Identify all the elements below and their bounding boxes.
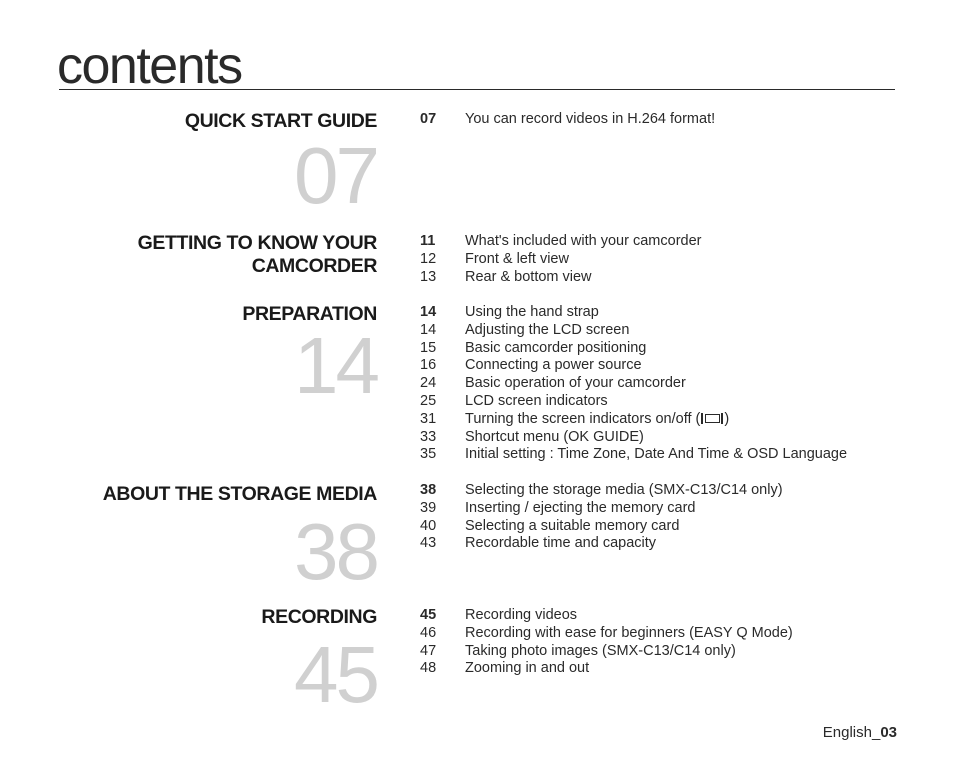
toc-entry[interactable] xyxy=(420,500,783,518)
entry-text: Turning the screen indicators on/off ( xyxy=(465,410,701,427)
entry-page: 33 xyxy=(420,428,437,445)
section-title: GETTING TO KNOW YOUR CAMCORDER xyxy=(137,232,377,277)
entry-text: Taking photo images (SMX-C13/C14 only) xyxy=(465,642,736,659)
toc-entry[interactable] xyxy=(420,340,847,358)
entry-text: Initial setting : Time Zone, Date And Time & OSD Language xyxy=(465,446,848,463)
toc-entry[interactable] xyxy=(420,446,847,464)
entry-page: 48 xyxy=(420,660,437,677)
title-rule xyxy=(59,89,895,90)
toc-entry[interactable] xyxy=(420,233,701,251)
toc-entry[interactable] xyxy=(420,393,847,411)
entry-text: Inserting / ejecting the memory card xyxy=(465,499,696,516)
entry-text: What's included with your camcorder xyxy=(465,233,702,249)
entry-text: Basic camcorder positioning xyxy=(465,339,647,356)
entry-page: 31 xyxy=(420,410,437,427)
section-number: 38 xyxy=(294,507,377,596)
toc-entry[interactable] xyxy=(420,535,783,553)
toc-entry[interactable] xyxy=(420,251,701,269)
entry-page: 14 xyxy=(420,321,437,338)
toc-entry[interactable] xyxy=(420,111,715,129)
section-number: 07 xyxy=(294,131,377,220)
entry-text: Recording videos xyxy=(465,607,578,623)
entry-text: Selecting a suitable memory card xyxy=(465,517,680,534)
toc-entry[interactable] xyxy=(420,304,847,322)
entry-page: 16 xyxy=(420,357,437,374)
toc-entry[interactable] xyxy=(420,625,793,643)
toc-entry[interactable] xyxy=(420,411,847,429)
section-number: 45 xyxy=(294,630,377,719)
toc-entry[interactable] xyxy=(420,375,847,393)
toc-entry[interactable] xyxy=(420,357,847,375)
entry-text: Shortcut menu (OK GUIDE) xyxy=(465,428,644,445)
entry-text: Recordable time and capacity xyxy=(465,535,657,552)
entry-page: 25 xyxy=(420,392,437,409)
entry-text: Using the hand strap xyxy=(465,304,599,320)
entry-list xyxy=(420,482,783,553)
entry-text: Zooming in and out xyxy=(465,660,590,677)
page-title: contents xyxy=(57,37,242,95)
entry-text: Connecting a power source xyxy=(465,357,642,374)
footer-page-number: 03 xyxy=(880,724,897,741)
entry-page: 24 xyxy=(420,375,437,392)
toc-entry[interactable] xyxy=(420,607,793,625)
entry-text: Rear & bottom view xyxy=(465,268,592,285)
entry-text: Adjusting the LCD screen xyxy=(465,321,630,338)
entry-page: 15 xyxy=(420,339,437,356)
entry-page: 45 xyxy=(420,607,437,623)
entry-page: 47 xyxy=(420,642,437,659)
entry-text-after: ) xyxy=(724,410,730,427)
entry-page: 14 xyxy=(420,304,437,320)
toc-entry[interactable] xyxy=(420,518,783,536)
entry-page: 35 xyxy=(420,446,437,463)
section-title: QUICK START GUIDE xyxy=(184,110,377,132)
display-toggle-icon xyxy=(701,413,723,424)
toc-entry[interactable] xyxy=(420,660,793,678)
entry-list xyxy=(420,607,793,678)
entry-page: 39 xyxy=(420,499,437,516)
entry-page: 40 xyxy=(420,517,437,534)
entry-list xyxy=(420,111,715,129)
entry-text: Selecting the storage media (SMX-C13/C14 only) xyxy=(465,482,783,498)
section-number: 14 xyxy=(294,321,377,410)
entry-page: 43 xyxy=(420,535,437,552)
entry-text: LCD screen indicators xyxy=(465,392,608,409)
toc-entry[interactable] xyxy=(420,482,783,500)
entry-page: 12 xyxy=(420,250,437,267)
entry-page: 13 xyxy=(420,268,437,285)
toc-entry[interactable] xyxy=(420,322,847,340)
toc-entry[interactable] xyxy=(420,643,793,661)
entry-text: Recording with ease for beginners (EASY Q Mode) xyxy=(465,624,793,641)
section-title: PREPARATION xyxy=(242,303,377,325)
entry-page: 38 xyxy=(420,482,437,498)
toc-entry[interactable] xyxy=(420,269,701,287)
page-footer xyxy=(823,724,897,741)
footer-language: English_ xyxy=(822,724,881,741)
entry-list xyxy=(420,304,847,464)
entry-page: 07 xyxy=(420,111,437,127)
entry-page: 46 xyxy=(420,624,437,641)
entry-list xyxy=(420,233,701,286)
entry-page: 11 xyxy=(420,233,436,249)
section-title: ABOUT THE STORAGE MEDIA xyxy=(102,483,377,505)
toc-entry[interactable] xyxy=(420,429,847,447)
section-title: RECORDING xyxy=(261,606,377,628)
entry-text: You can record videos in H.264 format! xyxy=(465,111,716,127)
entry-text: Front & left view xyxy=(465,250,569,267)
entry-text: Basic operation of your camcorder xyxy=(465,375,686,392)
